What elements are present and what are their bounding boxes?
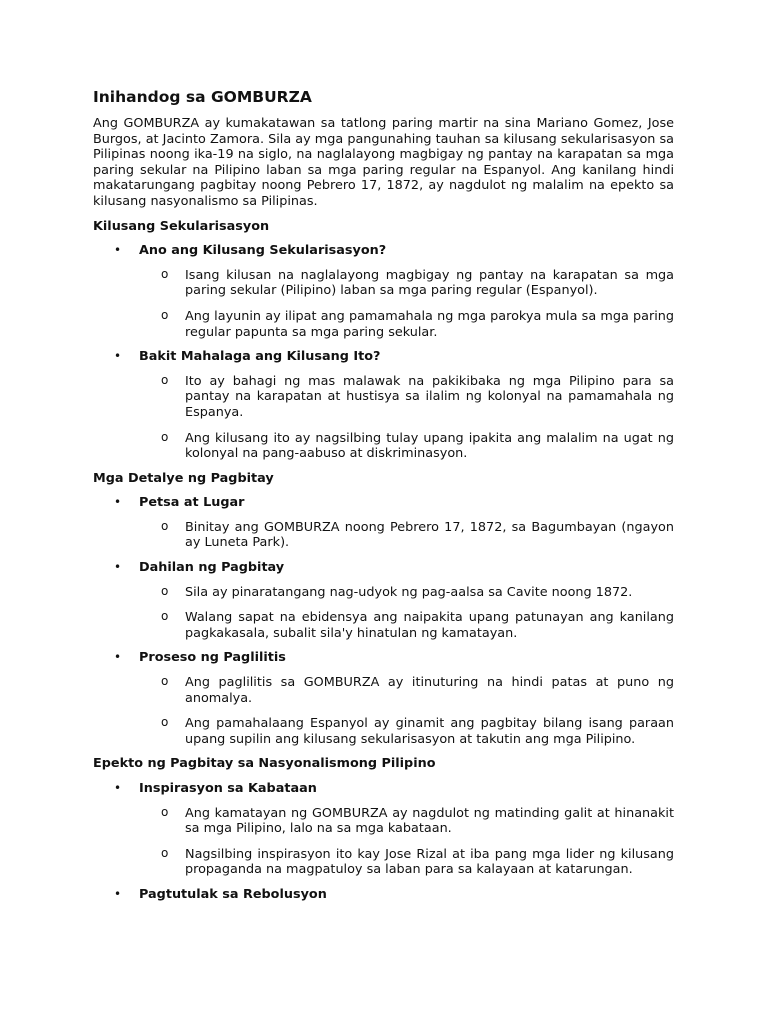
- point-list: [139, 806, 674, 878]
- topic-list: [93, 495, 674, 747]
- point-item: [139, 806, 674, 837]
- sub-bullet-icon: o: [161, 674, 169, 689]
- point-text: Ito ay bahagi ng mas malawak na pakikibaka ng mga Pilipino para sa pantay na karapatan at hustisya sa ilalim ng kolonyal na pamamahala ng Espanya.: [185, 373, 674, 420]
- point-item: [139, 610, 674, 641]
- intro-paragraph: Ang GOMBURZA ay kumakatawan sa tatlong paring martir na sina Mariano Gomez, Jose Burgos, at Jacinto Zamora. Sila ay mga pangunahing tauhan sa kilusang sekularisasyon sa Pilipinas noong ika-19 na siglo, na naglalayong magbigay ng pantay na karapatan sa mga paring sekular na Pilipino laban sa mga paring regular na Espanyol. Ang kanilang hindi makatarungang pagbitay noong Pebrero 17, 1872, ay nagdulot ng malalim na epekto sa kilusang nasyonalismo sa Pilipinas.: [93, 116, 674, 209]
- point-text: Ang layunin ay ilipat ang pamamahala ng mga parokya mula sa mga paring regular papunta sa mga paring sekular.: [185, 308, 674, 340]
- sub-bullet-icon: o: [161, 372, 169, 387]
- topic-item: [93, 650, 674, 747]
- bullet-icon: •: [114, 650, 122, 665]
- topic-list: [93, 243, 674, 462]
- document-page: [93, 88, 674, 912]
- topic-item: [93, 243, 674, 340]
- point-item: [139, 309, 674, 340]
- topic-label: Ano ang Kilusang Sekularisasyon?: [139, 243, 387, 259]
- point-text: Ang pamahalaang Espanyol ay ginamit ang pagbitay bilang isang paraan upang supilin ang kilusang sekularisasyon at takutin ang mga Pilipino.: [185, 716, 674, 747]
- point-item: [139, 268, 674, 299]
- point-text: Sila ay pinaratangang nag-udyok ng pag-aalsa sa Cavite noong 1872.: [185, 584, 633, 600]
- point-text: Ang kilusang ito ay nagsilbing tulay upang ipakita ang malalim na ugat ng kolonyal na pang-aabuso at diskriminasyon.: [185, 430, 674, 462]
- topic-item: [93, 781, 674, 878]
- topic-label: Inspirasyon sa Kabataan: [139, 781, 317, 796]
- point-list: [139, 585, 674, 642]
- point-list: [139, 374, 674, 462]
- point-list: [139, 268, 674, 340]
- document-title: Inihandog sa GOMBURZA: [93, 88, 312, 106]
- point-item: [139, 716, 674, 747]
- sub-bullet-icon: o: [161, 609, 169, 624]
- bullet-icon: •: [114, 495, 122, 510]
- point-item: [139, 431, 674, 462]
- sub-bullet-icon: o: [161, 845, 169, 860]
- topic-item: [93, 560, 674, 641]
- sub-bullet-icon: o: [161, 583, 169, 598]
- topic-label: Proseso ng Paglilitis: [139, 650, 286, 666]
- sub-bullet-icon: o: [161, 518, 169, 533]
- point-list: [139, 675, 674, 747]
- topic-item: [93, 495, 674, 551]
- sub-bullet-icon: o: [161, 804, 169, 819]
- point-item: [139, 520, 674, 551]
- bullet-icon: •: [114, 886, 122, 901]
- point-item: [139, 847, 674, 878]
- point-text: Nagsilbing inspirasyon ito kay Jose Rizal at iba pang mga lider ng kilusang propaganda na magpatuloy sa laban para sa kalayaan at katarungan.: [185, 846, 674, 878]
- bullet-icon: •: [114, 243, 122, 258]
- bullet-icon: •: [114, 781, 122, 795]
- point-item: [139, 374, 674, 421]
- point-list: [139, 520, 674, 551]
- sub-bullet-icon: o: [161, 715, 169, 730]
- bullet-icon: •: [114, 560, 122, 575]
- sub-bullet-icon: o: [161, 307, 169, 322]
- point-item: [139, 585, 674, 601]
- point-text: Walang sapat na ebidensya ang naipakita upang patunayan ang kanilang pagkakasala, subalit sila'y hinatulan ng kamatayan.: [185, 610, 674, 641]
- section-heading: Epekto ng Pagbitay sa Nasyonalismong Pilipino: [93, 756, 436, 772]
- point-text: Binitay ang GOMBURZA noong Pebrero 17, 1872, sa Bagumbayan (ngayon ay Luneta Park).: [185, 519, 674, 551]
- section-heading: Mga Detalye ng Pagbitay: [93, 470, 274, 486]
- point-text: Ang kamatayan ng GOMBURZA ay nagdulot ng matinding galit at hinanakit sa mga Pilipino, lalo na sa mga kabataan.: [185, 805, 674, 837]
- document-body: [93, 219, 674, 903]
- topic-label: Dahilan ng Pagbitay: [139, 560, 285, 576]
- topic-item: [93, 349, 674, 462]
- topic-list: [93, 781, 674, 903]
- topic-item: [93, 887, 674, 903]
- topic-label: Petsa at Lugar: [139, 495, 245, 511]
- topic-label: Pagtutulak sa Rebolusyon: [139, 886, 327, 902]
- topic-label: Bakit Mahalaga ang Kilusang Ito?: [139, 349, 381, 365]
- point-item: [139, 675, 674, 706]
- point-text: Isang kilusan na naglalayong magbigay ng pantay na karapatan sa mga paring sekular (Pilipino) laban sa mga paring regular (Espanyol).: [185, 267, 674, 299]
- point-text: Ang paglilitis sa GOMBURZA ay itinuturing na hindi patas at puno ng anomalya.: [185, 675, 674, 706]
- sub-bullet-icon: o: [161, 266, 169, 281]
- sub-bullet-icon: o: [161, 429, 169, 444]
- section-heading: Kilusang Sekularisasyon: [93, 218, 270, 234]
- bullet-icon: •: [114, 349, 122, 364]
